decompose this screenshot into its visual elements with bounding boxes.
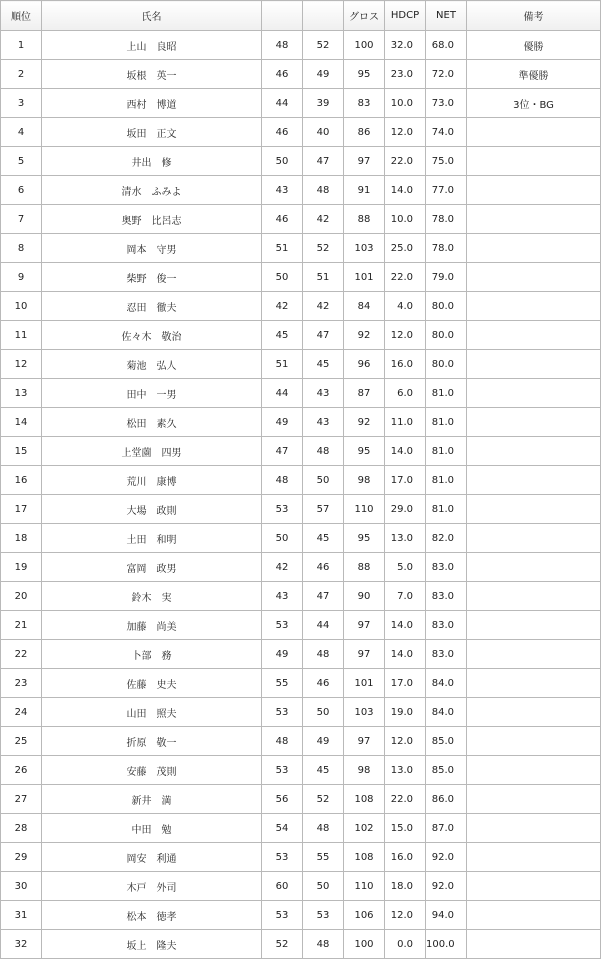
table-row xyxy=(1,727,601,756)
rank-cell: 19 xyxy=(1,553,42,582)
table-row xyxy=(1,872,601,901)
name-cell: 坂上 隆夫 xyxy=(42,930,262,959)
gross-cell: 91 xyxy=(344,176,385,205)
net-cell: 68.0 xyxy=(426,31,467,60)
rank-cell: 2 xyxy=(1,60,42,89)
table-body xyxy=(1,31,601,959)
first-half-cell: 56 xyxy=(262,785,303,814)
hdcp-cell: 4.0 xyxy=(385,292,426,321)
net-cell: 84.0 xyxy=(426,669,467,698)
net-cell: 87.0 xyxy=(426,814,467,843)
table-row xyxy=(1,60,601,89)
first-half-cell: 46 xyxy=(262,60,303,89)
note-cell xyxy=(467,553,601,582)
name-cell: 卜部 務 xyxy=(42,640,262,669)
hdcp-cell: 17.0 xyxy=(385,669,426,698)
header-first-half xyxy=(262,1,303,31)
name-cell: 田中 一男 xyxy=(42,379,262,408)
table-row xyxy=(1,553,601,582)
second-half-cell: 50 xyxy=(303,466,344,495)
net-cell: 81.0 xyxy=(426,495,467,524)
gross-cell: 92 xyxy=(344,408,385,437)
note-cell xyxy=(467,640,601,669)
net-cell: 83.0 xyxy=(426,582,467,611)
table-row xyxy=(1,234,601,263)
second-half-cell: 49 xyxy=(303,727,344,756)
net-cell: 81.0 xyxy=(426,408,467,437)
rank-cell: 16 xyxy=(1,466,42,495)
table-row xyxy=(1,379,601,408)
name-cell: 山田 照夫 xyxy=(42,698,262,727)
second-half-cell: 45 xyxy=(303,756,344,785)
rank-cell: 11 xyxy=(1,321,42,350)
name-cell: 折原 敬一 xyxy=(42,727,262,756)
note-cell: 3位・BG xyxy=(467,89,601,118)
hdcp-cell: 22.0 xyxy=(385,785,426,814)
hdcp-cell: 13.0 xyxy=(385,756,426,785)
table-row xyxy=(1,321,601,350)
name-cell: 新井 満 xyxy=(42,785,262,814)
rank-cell: 25 xyxy=(1,727,42,756)
note-cell xyxy=(467,466,601,495)
table-row xyxy=(1,437,601,466)
gross-cell: 98 xyxy=(344,466,385,495)
hdcp-cell: 10.0 xyxy=(385,205,426,234)
rank-cell: 8 xyxy=(1,234,42,263)
first-half-cell: 46 xyxy=(262,118,303,147)
note-cell xyxy=(467,524,601,553)
name-cell: 上堂薗 四男 xyxy=(42,437,262,466)
note-cell xyxy=(467,669,601,698)
gross-cell: 108 xyxy=(344,785,385,814)
first-half-cell: 48 xyxy=(262,727,303,756)
table-row xyxy=(1,466,601,495)
first-half-cell: 53 xyxy=(262,756,303,785)
note-cell: 優勝 xyxy=(467,31,601,60)
name-cell: 坂根 英一 xyxy=(42,60,262,89)
header-hdcp: HDCP xyxy=(385,1,426,31)
net-cell: 84.0 xyxy=(426,698,467,727)
note-cell xyxy=(467,437,601,466)
gross-cell: 87 xyxy=(344,379,385,408)
hdcp-cell: 32.0 xyxy=(385,31,426,60)
second-half-cell: 51 xyxy=(303,263,344,292)
rank-cell: 32 xyxy=(1,930,42,959)
net-cell: 92.0 xyxy=(426,843,467,872)
name-cell: 上山 良昭 xyxy=(42,31,262,60)
hdcp-cell: 10.0 xyxy=(385,89,426,118)
second-half-cell: 52 xyxy=(303,31,344,60)
name-cell: 佐藤 史夫 xyxy=(42,669,262,698)
net-cell: 72.0 xyxy=(426,60,467,89)
net-cell: 80.0 xyxy=(426,350,467,379)
second-half-cell: 40 xyxy=(303,118,344,147)
first-half-cell: 52 xyxy=(262,930,303,959)
first-half-cell: 45 xyxy=(262,321,303,350)
gross-cell: 98 xyxy=(344,756,385,785)
gross-cell: 101 xyxy=(344,263,385,292)
second-half-cell: 48 xyxy=(303,176,344,205)
table-row xyxy=(1,814,601,843)
first-half-cell: 53 xyxy=(262,843,303,872)
hdcp-cell: 14.0 xyxy=(385,611,426,640)
name-cell: 安藤 茂則 xyxy=(42,756,262,785)
name-cell: 鈴木 実 xyxy=(42,582,262,611)
first-half-cell: 43 xyxy=(262,176,303,205)
header-net: NET xyxy=(426,1,467,31)
table-row xyxy=(1,292,601,321)
second-half-cell: 52 xyxy=(303,234,344,263)
hdcp-cell: 6.0 xyxy=(385,379,426,408)
table-row xyxy=(1,901,601,930)
rank-cell: 6 xyxy=(1,176,42,205)
first-half-cell: 42 xyxy=(262,553,303,582)
note-cell xyxy=(467,495,601,524)
note-cell xyxy=(467,321,601,350)
header-note: 備考 xyxy=(467,1,601,31)
hdcp-cell: 12.0 xyxy=(385,118,426,147)
gross-cell: 86 xyxy=(344,118,385,147)
rank-cell: 31 xyxy=(1,901,42,930)
second-half-cell: 44 xyxy=(303,611,344,640)
rank-cell: 29 xyxy=(1,843,42,872)
table-row xyxy=(1,118,601,147)
header-row xyxy=(1,1,601,31)
second-half-cell: 55 xyxy=(303,843,344,872)
note-cell xyxy=(467,408,601,437)
header-second-half xyxy=(303,1,344,31)
name-cell: 松田 素久 xyxy=(42,408,262,437)
first-half-cell: 51 xyxy=(262,350,303,379)
hdcp-cell: 23.0 xyxy=(385,60,426,89)
first-half-cell: 48 xyxy=(262,31,303,60)
name-cell: 加藤 尚美 xyxy=(42,611,262,640)
gross-cell: 103 xyxy=(344,234,385,263)
rank-cell: 30 xyxy=(1,872,42,901)
first-half-cell: 53 xyxy=(262,901,303,930)
table-row xyxy=(1,669,601,698)
net-cell: 78.0 xyxy=(426,234,467,263)
net-cell: 81.0 xyxy=(426,466,467,495)
table-row xyxy=(1,147,601,176)
name-cell: 荒川 康博 xyxy=(42,466,262,495)
hdcp-cell: 12.0 xyxy=(385,727,426,756)
name-cell: 井出 修 xyxy=(42,147,262,176)
note-cell xyxy=(467,901,601,930)
rank-cell: 23 xyxy=(1,669,42,698)
note-cell xyxy=(467,727,601,756)
net-cell: 83.0 xyxy=(426,611,467,640)
name-cell: 富岡 政男 xyxy=(42,553,262,582)
second-half-cell: 42 xyxy=(303,205,344,234)
net-cell: 80.0 xyxy=(426,292,467,321)
hdcp-cell: 0.0 xyxy=(385,930,426,959)
table-row xyxy=(1,756,601,785)
gross-cell: 108 xyxy=(344,843,385,872)
gross-cell: 92 xyxy=(344,321,385,350)
rank-cell: 28 xyxy=(1,814,42,843)
table-row xyxy=(1,930,601,959)
note-cell xyxy=(467,350,601,379)
hdcp-cell: 17.0 xyxy=(385,466,426,495)
second-half-cell: 48 xyxy=(303,930,344,959)
table-row xyxy=(1,350,601,379)
net-cell: 75.0 xyxy=(426,147,467,176)
rank-cell: 7 xyxy=(1,205,42,234)
first-half-cell: 55 xyxy=(262,669,303,698)
note-cell xyxy=(467,234,601,263)
note-cell xyxy=(467,872,601,901)
note-cell xyxy=(467,698,601,727)
hdcp-cell: 12.0 xyxy=(385,321,426,350)
name-cell: 奥野 比呂志 xyxy=(42,205,262,234)
rank-cell: 26 xyxy=(1,756,42,785)
first-half-cell: 44 xyxy=(262,89,303,118)
name-cell: 松本 徳孝 xyxy=(42,901,262,930)
second-half-cell: 39 xyxy=(303,89,344,118)
first-half-cell: 47 xyxy=(262,437,303,466)
hdcp-cell: 7.0 xyxy=(385,582,426,611)
note-cell xyxy=(467,263,601,292)
gross-cell: 95 xyxy=(344,437,385,466)
name-cell: 木戸 外司 xyxy=(42,872,262,901)
hdcp-cell: 16.0 xyxy=(385,843,426,872)
net-cell: 79.0 xyxy=(426,263,467,292)
second-half-cell: 43 xyxy=(303,408,344,437)
gross-cell: 110 xyxy=(344,872,385,901)
note-cell xyxy=(467,930,601,959)
net-cell: 82.0 xyxy=(426,524,467,553)
gross-cell: 103 xyxy=(344,698,385,727)
gross-cell: 97 xyxy=(344,147,385,176)
gross-cell: 88 xyxy=(344,205,385,234)
hdcp-cell: 29.0 xyxy=(385,495,426,524)
hdcp-cell: 13.0 xyxy=(385,524,426,553)
gross-cell: 97 xyxy=(344,727,385,756)
net-cell: 81.0 xyxy=(426,437,467,466)
first-half-cell: 60 xyxy=(262,872,303,901)
first-half-cell: 50 xyxy=(262,147,303,176)
note-cell xyxy=(467,205,601,234)
second-half-cell: 47 xyxy=(303,582,344,611)
first-half-cell: 49 xyxy=(262,640,303,669)
table-row xyxy=(1,582,601,611)
note-cell xyxy=(467,843,601,872)
note-cell xyxy=(467,785,601,814)
rank-cell: 10 xyxy=(1,292,42,321)
note-cell: 準優勝 xyxy=(467,60,601,89)
table-row xyxy=(1,611,601,640)
second-half-cell: 45 xyxy=(303,524,344,553)
name-cell: 中田 勉 xyxy=(42,814,262,843)
first-half-cell: 46 xyxy=(262,205,303,234)
second-half-cell: 46 xyxy=(303,669,344,698)
name-cell: 柴野 俊一 xyxy=(42,263,262,292)
second-half-cell: 48 xyxy=(303,640,344,669)
second-half-cell: 57 xyxy=(303,495,344,524)
rank-cell: 4 xyxy=(1,118,42,147)
first-half-cell: 48 xyxy=(262,466,303,495)
table-row xyxy=(1,176,601,205)
name-cell: 坂田 正文 xyxy=(42,118,262,147)
gross-cell: 97 xyxy=(344,640,385,669)
table-row xyxy=(1,31,601,60)
net-cell: 94.0 xyxy=(426,901,467,930)
table-row xyxy=(1,843,601,872)
hdcp-cell: 11.0 xyxy=(385,408,426,437)
table-row xyxy=(1,495,601,524)
first-half-cell: 49 xyxy=(262,408,303,437)
net-cell: 100.0 xyxy=(426,930,467,959)
second-half-cell: 49 xyxy=(303,60,344,89)
rank-cell: 18 xyxy=(1,524,42,553)
rank-cell: 3 xyxy=(1,89,42,118)
second-half-cell: 48 xyxy=(303,437,344,466)
first-half-cell: 50 xyxy=(262,524,303,553)
table-row xyxy=(1,89,601,118)
gross-cell: 100 xyxy=(344,31,385,60)
gross-cell: 110 xyxy=(344,495,385,524)
first-half-cell: 50 xyxy=(262,263,303,292)
name-cell: 岡本 守男 xyxy=(42,234,262,263)
note-cell xyxy=(467,147,601,176)
rank-cell: 15 xyxy=(1,437,42,466)
gross-cell: 102 xyxy=(344,814,385,843)
gross-cell: 100 xyxy=(344,930,385,959)
first-half-cell: 51 xyxy=(262,234,303,263)
first-half-cell: 54 xyxy=(262,814,303,843)
hdcp-cell: 5.0 xyxy=(385,553,426,582)
table-row xyxy=(1,408,601,437)
rank-cell: 5 xyxy=(1,147,42,176)
second-half-cell: 48 xyxy=(303,814,344,843)
first-half-cell: 44 xyxy=(262,379,303,408)
name-cell: 岡安 利通 xyxy=(42,843,262,872)
rank-cell: 17 xyxy=(1,495,42,524)
first-half-cell: 43 xyxy=(262,582,303,611)
first-half-cell: 53 xyxy=(262,611,303,640)
hdcp-cell: 14.0 xyxy=(385,437,426,466)
rank-cell: 24 xyxy=(1,698,42,727)
rank-cell: 20 xyxy=(1,582,42,611)
gross-cell: 96 xyxy=(344,350,385,379)
hdcp-cell: 19.0 xyxy=(385,698,426,727)
gross-cell: 95 xyxy=(344,60,385,89)
net-cell: 77.0 xyxy=(426,176,467,205)
name-cell: 土田 和明 xyxy=(42,524,262,553)
net-cell: 92.0 xyxy=(426,872,467,901)
second-half-cell: 50 xyxy=(303,698,344,727)
net-cell: 86.0 xyxy=(426,785,467,814)
net-cell: 85.0 xyxy=(426,727,467,756)
net-cell: 83.0 xyxy=(426,640,467,669)
first-half-cell: 42 xyxy=(262,292,303,321)
net-cell: 85.0 xyxy=(426,756,467,785)
gross-cell: 106 xyxy=(344,901,385,930)
name-cell: 大場 政則 xyxy=(42,495,262,524)
hdcp-cell: 18.0 xyxy=(385,872,426,901)
net-cell: 80.0 xyxy=(426,321,467,350)
note-cell xyxy=(467,176,601,205)
hdcp-cell: 14.0 xyxy=(385,640,426,669)
note-cell xyxy=(467,118,601,147)
gross-cell: 83 xyxy=(344,89,385,118)
name-cell: 佐々木 敬治 xyxy=(42,321,262,350)
first-half-cell: 53 xyxy=(262,495,303,524)
second-half-cell: 43 xyxy=(303,379,344,408)
rank-cell: 14 xyxy=(1,408,42,437)
second-half-cell: 47 xyxy=(303,321,344,350)
note-cell xyxy=(467,611,601,640)
hdcp-cell: 16.0 xyxy=(385,350,426,379)
net-cell: 81.0 xyxy=(426,379,467,408)
note-cell xyxy=(467,814,601,843)
gross-cell: 84 xyxy=(344,292,385,321)
rank-cell: 27 xyxy=(1,785,42,814)
name-cell: 西村 博道 xyxy=(42,89,262,118)
table-row xyxy=(1,640,601,669)
second-half-cell: 47 xyxy=(303,147,344,176)
second-half-cell: 50 xyxy=(303,872,344,901)
gross-cell: 88 xyxy=(344,553,385,582)
second-half-cell: 45 xyxy=(303,350,344,379)
second-half-cell: 46 xyxy=(303,553,344,582)
rank-cell: 9 xyxy=(1,263,42,292)
header-name: 氏名 xyxy=(42,1,262,31)
hdcp-cell: 14.0 xyxy=(385,176,426,205)
second-half-cell: 53 xyxy=(303,901,344,930)
table-row xyxy=(1,698,601,727)
note-cell xyxy=(467,582,601,611)
table-header xyxy=(1,1,601,31)
second-half-cell: 52 xyxy=(303,785,344,814)
header-gross: グロス xyxy=(344,1,385,31)
rank-cell: 12 xyxy=(1,350,42,379)
hdcp-cell: 25.0 xyxy=(385,234,426,263)
rank-cell: 13 xyxy=(1,379,42,408)
rank-cell: 21 xyxy=(1,611,42,640)
table-row xyxy=(1,785,601,814)
gross-cell: 95 xyxy=(344,524,385,553)
hdcp-cell: 22.0 xyxy=(385,263,426,292)
hdcp-cell: 12.0 xyxy=(385,901,426,930)
net-cell: 73.0 xyxy=(426,89,467,118)
gross-cell: 90 xyxy=(344,582,385,611)
note-cell xyxy=(467,379,601,408)
name-cell: 忍田 徹夫 xyxy=(42,292,262,321)
net-cell: 83.0 xyxy=(426,553,467,582)
note-cell xyxy=(467,292,601,321)
header-rank: 順位 xyxy=(1,1,42,31)
gross-cell: 101 xyxy=(344,669,385,698)
net-cell: 78.0 xyxy=(426,205,467,234)
first-half-cell: 53 xyxy=(262,698,303,727)
gross-cell: 97 xyxy=(344,611,385,640)
note-cell xyxy=(467,756,601,785)
rank-cell: 22 xyxy=(1,640,42,669)
hdcp-cell: 22.0 xyxy=(385,147,426,176)
name-cell: 菊池 弘人 xyxy=(42,350,262,379)
rank-cell: 1 xyxy=(1,31,42,60)
second-half-cell: 42 xyxy=(303,292,344,321)
table-row xyxy=(1,263,601,292)
table-row xyxy=(1,205,601,234)
table-row xyxy=(1,524,601,553)
hdcp-cell: 15.0 xyxy=(385,814,426,843)
name-cell: 清水 ふみよ xyxy=(42,176,262,205)
net-cell: 74.0 xyxy=(426,118,467,147)
